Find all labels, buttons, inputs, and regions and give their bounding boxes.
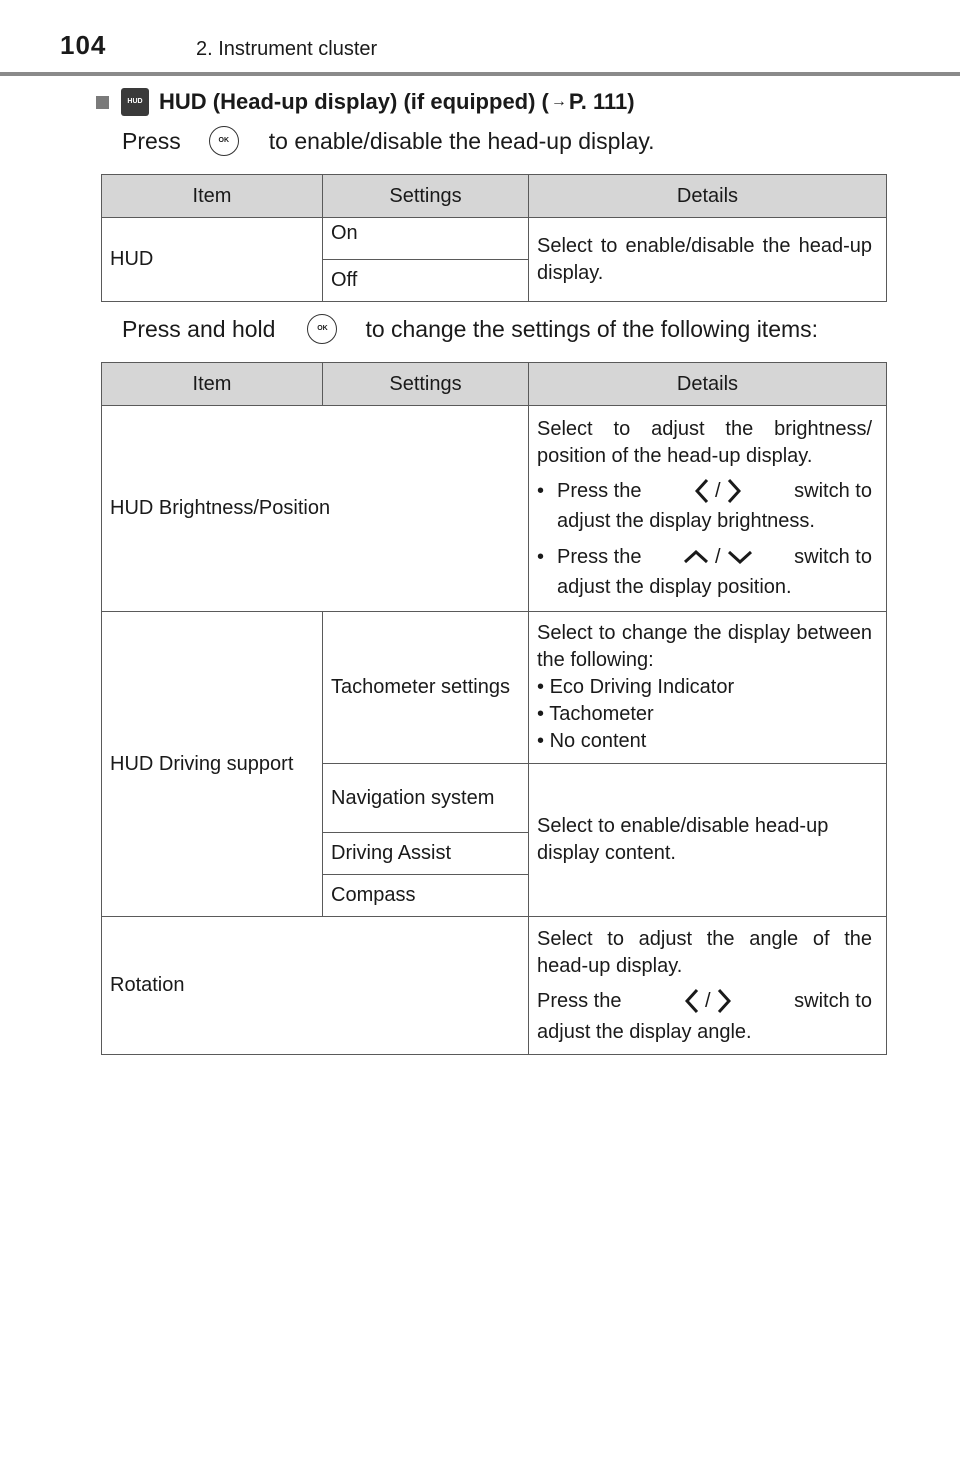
item-driving-support: HUD Driving support: [102, 612, 323, 917]
bullet-mark: •: [537, 730, 545, 752]
slash: /: [705, 989, 711, 1012]
header-item: Item: [102, 363, 323, 406]
page-number: 104: [60, 30, 107, 60]
header-settings: Settings: [323, 363, 529, 406]
brightness-bullet: [537, 476, 872, 536]
bullet-text: Press the: [557, 545, 642, 568]
bullet-mark: •: [537, 676, 545, 698]
header-details: Details: [529, 363, 887, 406]
bullet-mark: •: [537, 545, 545, 568]
option-text: Eco Driving Indicator: [549, 676, 735, 698]
bullet-text: adjust the display position.: [557, 575, 792, 598]
rotation-instruction: [537, 988, 872, 1015]
option-text: No content: [549, 730, 647, 752]
section-title: HUD (Head-up display) (if equipped) (: [159, 89, 549, 114]
chapter-title: 2. Instrument cluster: [196, 38, 378, 60]
bullet-text: adjust the display brightness.: [557, 509, 815, 532]
instruction-enable: [122, 126, 655, 156]
chevron-down-icon: [727, 550, 753, 564]
tachometer-description: Select to change the display between the following:: [537, 622, 872, 671]
slash: /: [715, 479, 721, 502]
header-details: Details: [529, 175, 887, 218]
option-text: Tachometer: [549, 703, 654, 725]
arrow-icon: →: [550, 93, 567, 110]
bullet-mark: •: [537, 703, 545, 725]
header-rule: [0, 72, 960, 76]
details-hud: Select to enable/disable the head-up display.: [529, 218, 887, 302]
details-tachometer: [529, 612, 887, 764]
chevron-right-icon: [727, 478, 741, 504]
tachometer-options: [537, 674, 872, 755]
bullet-text: switch to: [794, 479, 872, 502]
instruction-text-before: Press and hold: [122, 315, 276, 342]
hud-table: [101, 174, 887, 302]
setting-tachometer: Tachometer settings: [323, 612, 529, 764]
square-bullet-icon: [96, 96, 109, 109]
rotation-description: Select to adjust the angle of the head-up display.: [537, 927, 872, 977]
chevron-left-icon: [695, 478, 709, 504]
instruction-hold: [122, 314, 818, 344]
slash: /: [715, 545, 721, 568]
bullet-text: switch to: [794, 545, 872, 568]
chevron-right-icon: [717, 988, 731, 1014]
list-item: [537, 701, 872, 728]
position-bullet: [537, 542, 872, 602]
chevron-up-icon: [683, 550, 709, 564]
settings-table: [101, 362, 887, 1055]
setting-navigation: Navigation system: [323, 764, 529, 833]
setting-driving-assist: Driving Assist: [323, 833, 529, 875]
ok-button-icon: OK: [307, 314, 337, 344]
instruction-text-after: to enable/disable the head-up display.: [268, 127, 655, 154]
header-settings: Settings: [323, 175, 529, 218]
brightness-description: Select to adjust the brightness/ position of the head-up display.: [537, 417, 872, 467]
header-item: Item: [102, 175, 323, 218]
rotation-text: adjust the display angle.: [537, 1020, 752, 1043]
rotation-text: Press the: [537, 989, 622, 1012]
list-item: [537, 674, 872, 701]
details-brightness-position: [529, 406, 887, 612]
details-display-content: Select to enable/disable head-up display content.: [529, 764, 887, 917]
instruction-text-after: to change the settings of the following items:: [365, 315, 819, 342]
list-item: [537, 728, 872, 755]
item-brightness-position: HUD Brightness/Position: [102, 406, 529, 612]
hud-icon: HUD: [121, 88, 149, 116]
setting-off: Off: [323, 260, 529, 302]
rotation-text: switch to: [794, 989, 872, 1012]
item-hud: HUD: [102, 218, 323, 302]
details-rotation: [529, 917, 887, 1055]
instruction-text-before: Press: [122, 127, 181, 154]
page-reference-link[interactable]: P. 111): [568, 89, 635, 114]
chevron-left-icon: [685, 988, 699, 1014]
section-heading: [96, 88, 635, 116]
bullet-text: Press the: [557, 479, 642, 502]
setting-compass: Compass: [323, 875, 529, 917]
setting-on: On: [323, 218, 529, 260]
bullet-mark: •: [537, 479, 545, 502]
ok-button-icon: OK: [209, 126, 239, 156]
item-rotation: Rotation: [102, 917, 529, 1055]
